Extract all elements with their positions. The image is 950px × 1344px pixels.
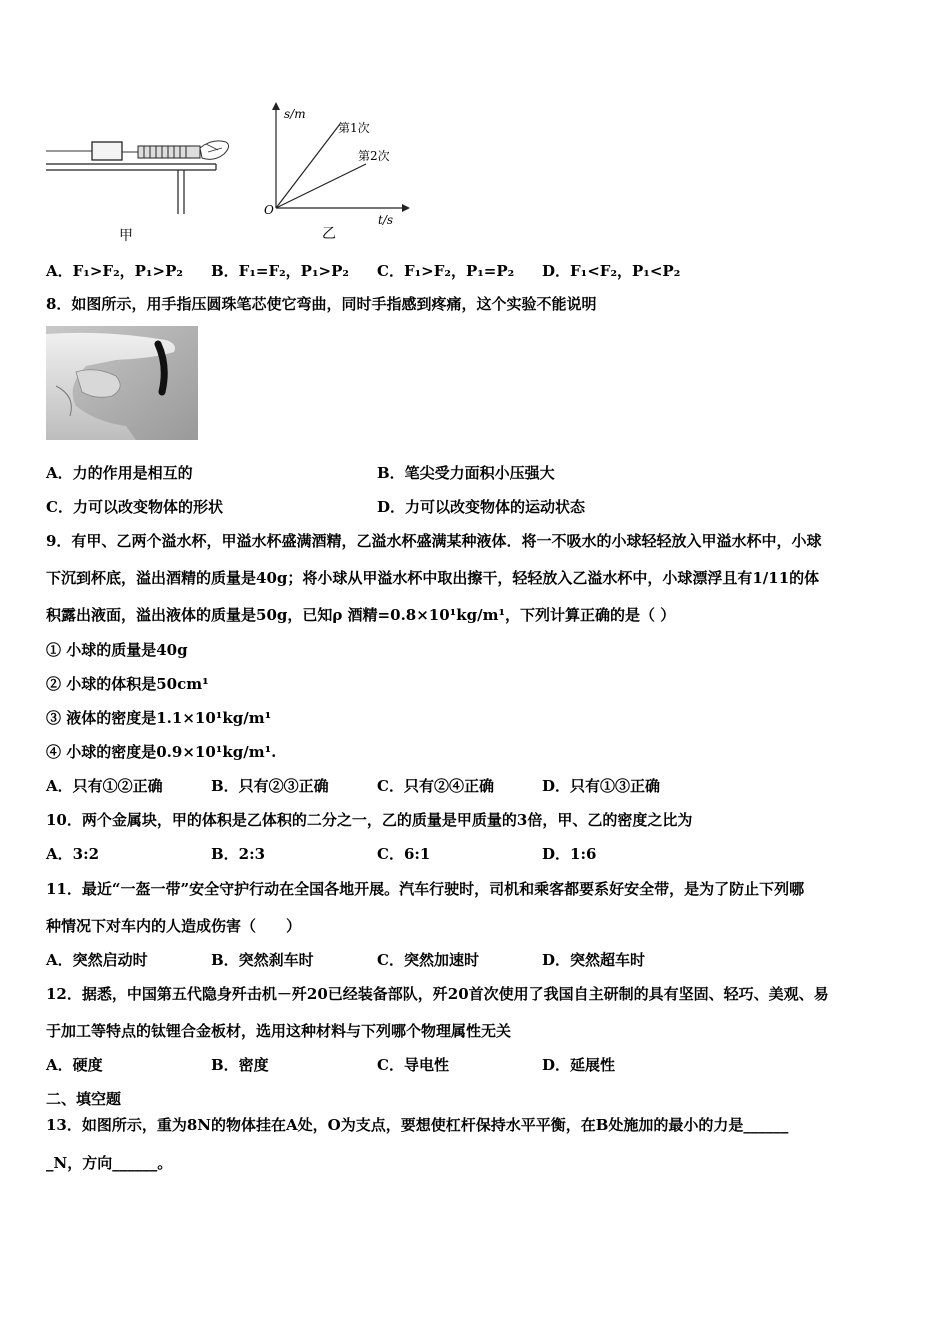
q8-option-d: D．力可以改变物体的运动状态 [377, 498, 586, 516]
q7-figure-left-caption: 甲 [119, 228, 133, 244]
q7-option-b: B．F₁=F₂，P₁>P₂ [211, 262, 349, 280]
q7-figure-right-caption: 乙 [322, 226, 336, 242]
q8-option-b: B．笔尖受力面积小压强大 [377, 464, 555, 482]
q7-option-d: D．F₁<F₂，P₁<P₂ [542, 262, 681, 280]
q11-stem-line-1: 11．最近“一盔一带”安全守护行动在全国各地开展。汽车行驶时，司机和乘客都要系好安全带，是为了防止下列哪 [46, 880, 805, 898]
q9-option-c: C．只有②④正确 [377, 777, 494, 795]
q9-statement-1: ① 小球的质量是40g [46, 641, 188, 659]
q10-stem: 10．两个金属块，甲的体积是乙体积的二分之一，乙的质量是甲质量的3倍，甲、乙的密度之比为 [46, 811, 693, 829]
q12-option-c: C．导电性 [377, 1056, 449, 1074]
q8-option-c: C．力可以改变物体的形状 [46, 498, 223, 516]
q8-stem: 8．如图所示，用手指压圆珠笔芯使它弯曲，同时手指感到疼痛，这个实验不能说明 [46, 295, 597, 313]
q9-statement-3: ③ 液体的密度是1.1×10¹kg/m¹ [46, 709, 272, 727]
q7-line-1 [276, 124, 340, 208]
q9-statement-4: ④ 小球的密度是0.9×10¹kg/m¹. [46, 743, 277, 761]
q9-stem-line-1: 9．有甲、乙两个溢水杯，甲溢水杯盛满酒精，乙溢水杯盛满某种液体．将一不吸水的小球轻轻放入甲溢水杯中，小球 [46, 532, 822, 550]
q11-option-d: D．突然超车时 [542, 951, 646, 969]
q9-option-a: A．只有①②正确 [46, 777, 163, 795]
q12-stem-line-1: 12．据悉，中国第五代隐身歼击机－歼20已经装备部队，歼20首次使用了我国自主研制的具有坚固、轻巧、美观、易 [46, 985, 829, 1003]
q11-option-a: A．突然启动时 [46, 951, 148, 969]
q7-y-axis-label: s/m [284, 107, 306, 121]
q7-line2-label: 第2次 [358, 149, 390, 163]
q7-figure-right [260, 100, 410, 245]
q12-option-a: A．硬度 [46, 1056, 103, 1074]
q7-line-2 [276, 164, 366, 208]
q9-stem-line-3: 积露出液面，溢出液体的质量是50g，已知ρ 酒精=0.8×10¹kg/m¹，下列计算正确的是（ ） [46, 606, 676, 624]
q11-option-b: B．突然刹车时 [211, 951, 314, 969]
q7-line1-label: 第1次 [338, 121, 370, 135]
q12-option-b: B．密度 [211, 1056, 269, 1074]
q7-x-axis-label: t/s [378, 213, 394, 227]
q12-option-d: D．延展性 [542, 1056, 616, 1074]
q7-origin-label: O [264, 203, 274, 217]
q13-stem-line-2: _N，方向______。 [46, 1154, 173, 1172]
q11-option-c: C．突然加速时 [377, 951, 479, 969]
q13-stem-line-1: 13．如图所示，重为8N的物体挂在A处，O为支点，要想使杠杆保持水平平衡，在B处施加的最小的力是______ [46, 1116, 789, 1134]
q11-stem-line-2: 种情况下对车内的人造成伤害（ ） [46, 917, 302, 935]
q7-option-c: C．F₁>F₂，P₁=P₂ [377, 262, 515, 280]
q7-option-a: A．F₁>F₂，P₁>P₂ [46, 262, 183, 280]
q8-option-a: A．力的作用是相互的 [46, 464, 193, 482]
q8-photo [46, 326, 198, 440]
q9-stem-line-2: 下沉到杯底，溢出酒精的质量是40g；将小球从甲溢水杯中取出擦干，轻轻放入乙溢水杯中，小球漂浮且有1/11的体 [46, 569, 820, 587]
q12-stem-line-2: 于加工等特点的钛锂合金板材，选用这种材料与下列哪个物理属性无关 [46, 1022, 512, 1040]
section-title: 二、填空题 [46, 1090, 122, 1108]
q10-option-a: A．3:2 [46, 845, 100, 863]
q7-figure-left [46, 128, 236, 248]
q10-option-d: D．1:6 [542, 845, 597, 863]
q9-option-d: D．只有①③正确 [542, 777, 661, 795]
q9-statement-2: ② 小球的体积是50cm¹ [46, 675, 209, 693]
q10-option-b: B．2:3 [211, 845, 266, 863]
q9-option-b: B．只有②③正确 [211, 777, 329, 795]
q10-option-c: C．6:1 [377, 845, 431, 863]
